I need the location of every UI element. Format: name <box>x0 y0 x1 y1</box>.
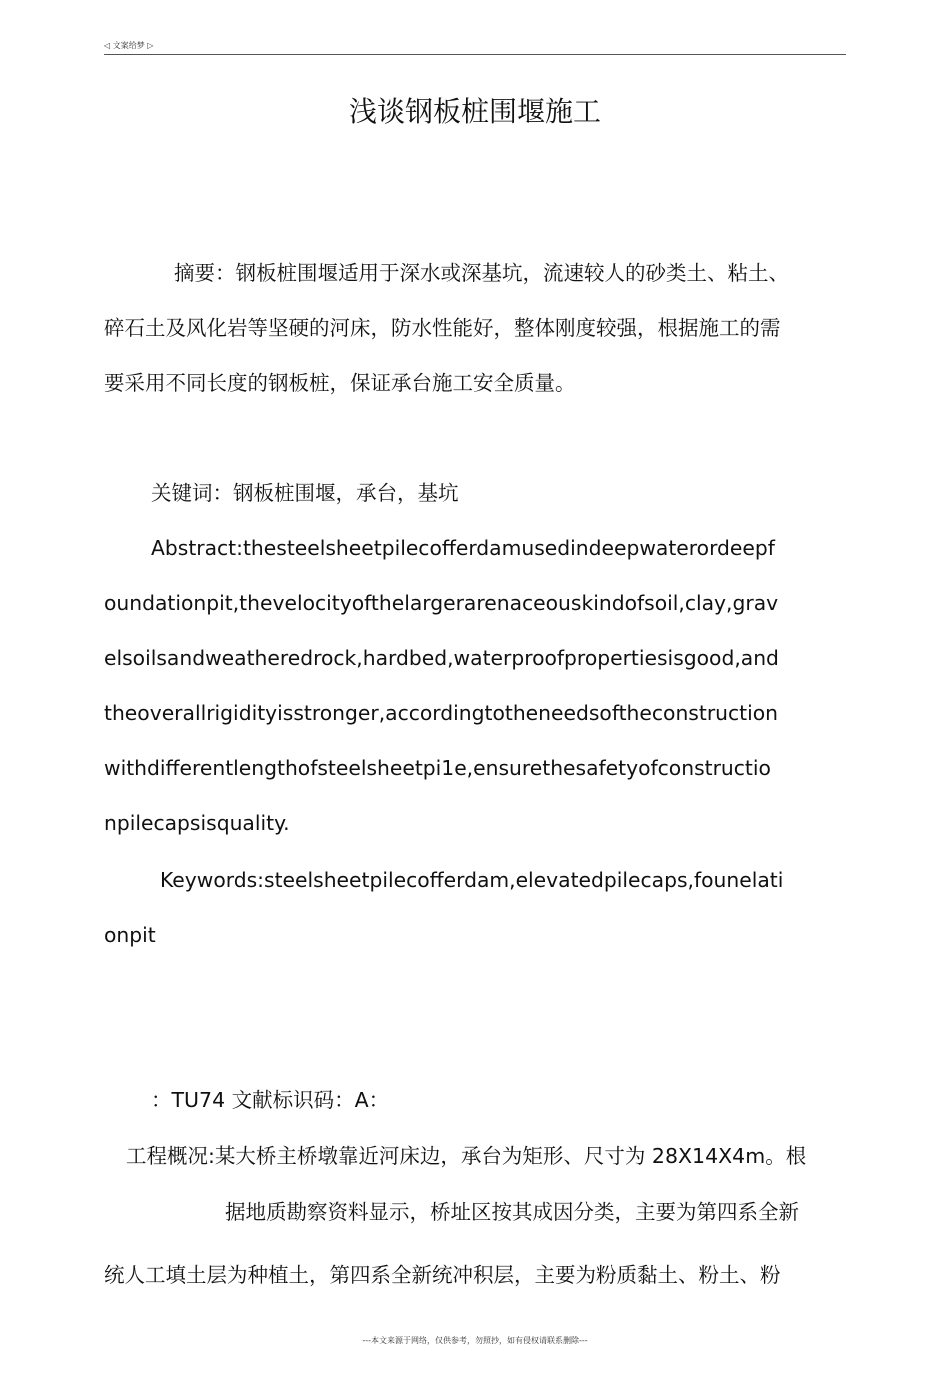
page-footer: ---本文来源于网络，仅供参考，勿照抄，如有侵权请联系删除--- <box>362 1336 588 1345</box>
overview-line: 统人工填土层为种植土，第四系全新统冲积层，主要为粉质黏土、粉土、粉 <box>104 1263 781 1287</box>
abstract-en-line: Abstract:thesteelsheetpilecofferdamusedindeepwaterordeepf <box>151 536 775 560</box>
abstract-en-line: npilecapsisquality. <box>104 811 290 835</box>
overview-line: 据地质勘察资料显示，桥址区按其成因分类，主要为第四系全新 <box>225 1200 799 1224</box>
abstract-cn-line: 碎石土及风化岩等坚硬的河床，防水性能好，整体刚度较强，根据施工的需 <box>104 316 781 340</box>
abstract-cn-line: 摘要：钢板桩围堰适用于深水或深基坑，流速较人的砂类土、粘土、 <box>174 261 789 285</box>
overview-line: 工程概况:某大桥主桥墩靠近河床边，承台为矩形、尺寸为 28X14X4m。根 <box>126 1144 807 1168</box>
page-header <box>104 40 846 55</box>
keywords-en-line: onpit <box>104 923 156 947</box>
abstract-en-line: theoverallrigidityisstronger,accordingtotheneedsoftheconstruction <box>104 701 779 725</box>
classification-line: ：TU74 文献标识码：A： <box>151 1088 390 1112</box>
header-text: ◁ 文案给梦 ▷ <box>104 41 154 50</box>
document-title: 浅谈钢板桩围堰施工 <box>348 95 601 128</box>
abstract-en-line: oundationpit,thevelocityofthelargerarenaceouskindofsoil,clay,grav <box>104 591 779 615</box>
keywords-cn: 关键词：钢板桩围堰，承台，基坑 <box>151 481 459 505</box>
abstract-cn-line: 要采用不同长度的钢板桩，保证承台施工安全质量。 <box>104 371 576 395</box>
abstract-en-line: withdifferentlengthofsteelsheetpi1e,ensurethesafetyofconstructio <box>104 756 771 780</box>
abstract-en-line: elsoilsandweatheredrock,hardbed,waterproofpropertiesisgood,and <box>104 646 779 670</box>
keywords-en-line: Keywords:steelsheetpilecofferdam,elevatedpilecaps,founelati <box>160 868 784 892</box>
